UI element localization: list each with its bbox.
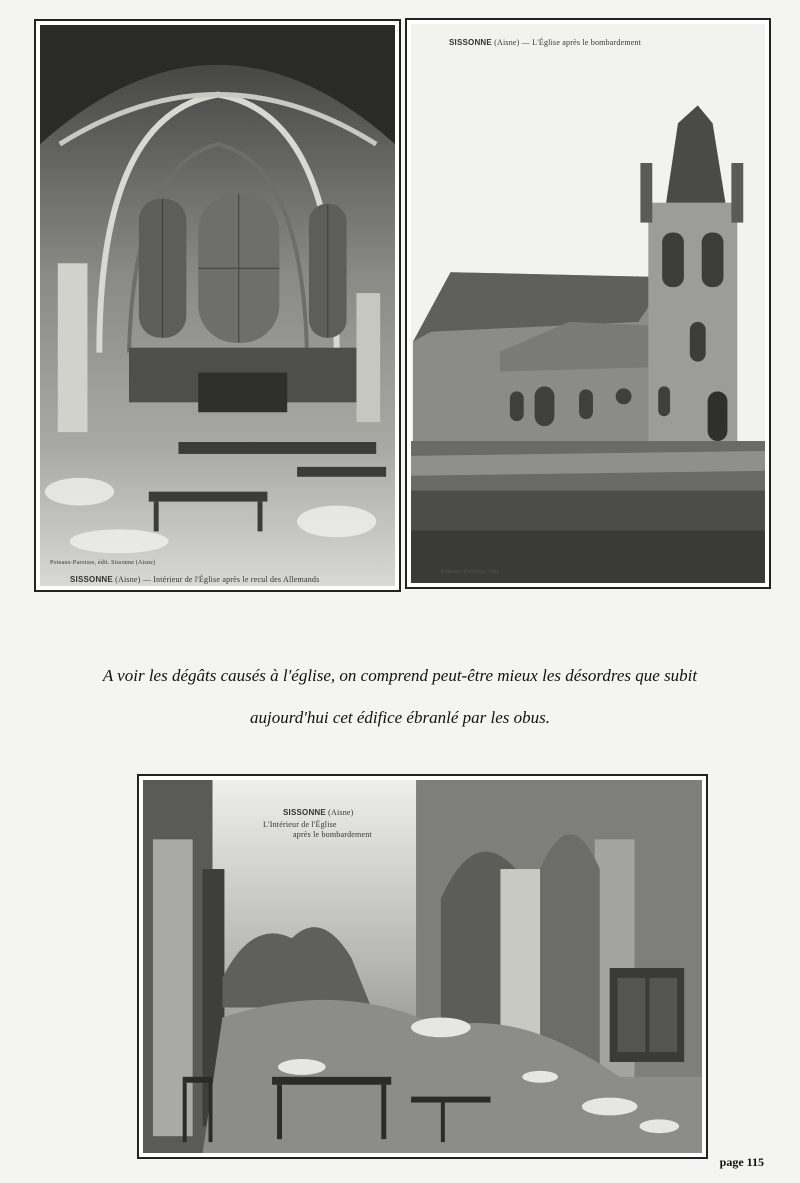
photo-church-exterior [411, 24, 765, 583]
photo-caption-text: — L'Église après le bombardement [521, 38, 642, 47]
body-text-line-1: A voir les dégâts causés à l'église, on comprend peut-être mieux les désordres que subit [102, 666, 698, 685]
photo-caption-text: — Intérieur de l'Église après le recul des Allemands [142, 575, 320, 584]
photo-church-interior-frame [34, 19, 401, 592]
photo-caption-town: SISSONNE [283, 808, 326, 817]
body-text-line-2: aujourd'hui cet édifice ébranlé par les obus. [250, 708, 550, 727]
photo-caption-line-2: après le bombardement [293, 830, 372, 839]
photo-church-exterior-frame [405, 18, 771, 589]
photo-interior-ruins-frame [137, 774, 708, 1159]
page-number: page 115 [719, 1155, 764, 1169]
photo-caption [70, 575, 319, 584]
photo-interior-ruins [143, 780, 702, 1153]
photo-publisher-credit: Poteaux-Paroisse, édit. [441, 569, 501, 575]
photo-caption-region: (Aisne) [115, 575, 141, 584]
photo-caption-line-1: L'Intérieur de l'Église [263, 820, 337, 829]
photo-caption-town: SISSONNE [449, 38, 492, 47]
photo-caption-title [283, 808, 354, 817]
photo-caption-region: (Aisne) [328, 808, 354, 817]
photo-caption-town: SISSONNE [70, 575, 113, 584]
photo-publisher-credit: Poteaux-Paroisse, édit. Sissonne (Aisne) [50, 560, 156, 566]
photo-caption [449, 38, 641, 47]
photo-caption-region: (Aisne) [494, 38, 520, 47]
photo-church-interior [40, 25, 395, 586]
